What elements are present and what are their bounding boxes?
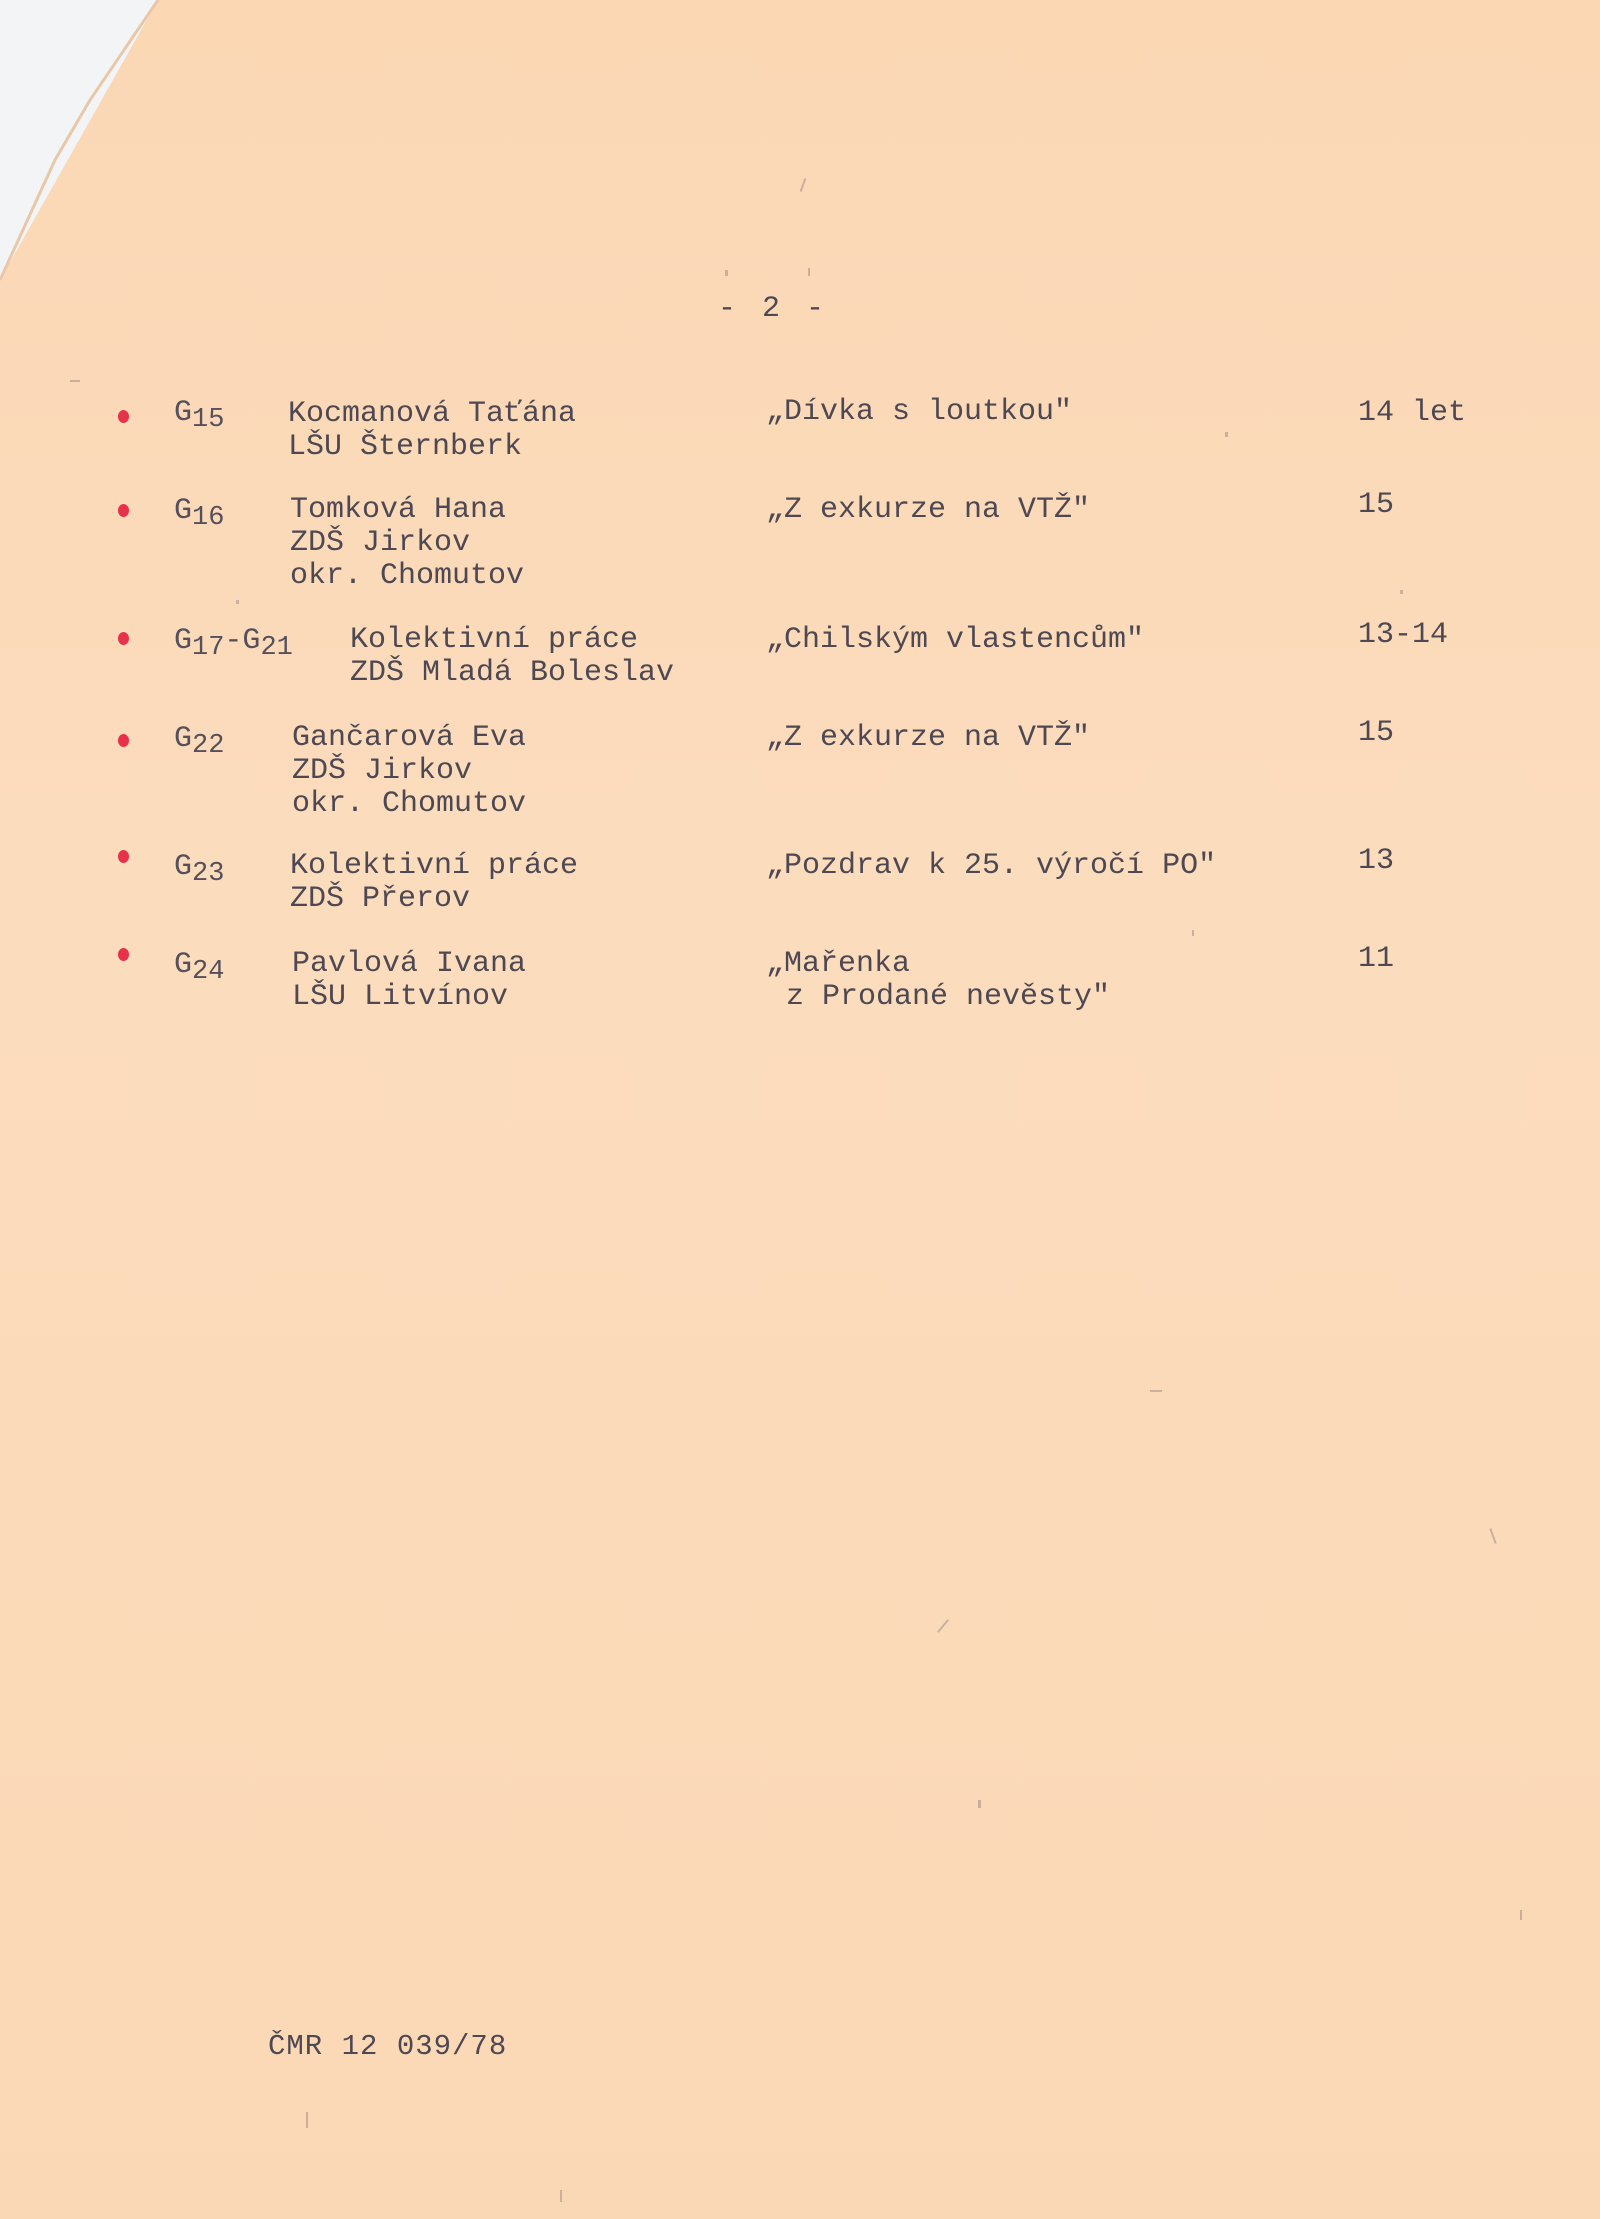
paper-speck <box>937 1619 949 1633</box>
paper-speck <box>808 268 810 276</box>
red-dot-mark <box>118 734 129 747</box>
author-school: ZDŠ Jirkov <box>290 526 471 560</box>
author-school: LŠU Litvínov <box>292 980 509 1014</box>
entry-code <box>174 850 225 889</box>
code-subscript: 17 <box>192 633 225 663</box>
red-dot-mark <box>118 850 129 863</box>
author-age: 13-14 <box>1358 618 1449 652</box>
paper-speck <box>1489 1528 1496 1544</box>
author-age: 13 <box>1358 844 1395 878</box>
entry-code <box>174 624 293 663</box>
code-prefix: G <box>174 722 193 756</box>
author-district: okr. Chomutov <box>290 559 525 593</box>
paper-speck <box>725 270 728 276</box>
title-line: „Dívka s loutkou" <box>766 395 1073 429</box>
paper-speck <box>978 1800 981 1808</box>
document-reference: ČMR 12 039/78 <box>268 2030 508 2063</box>
author-age: 15 <box>1358 488 1395 522</box>
paper-speck <box>560 2190 562 2202</box>
page-number: - 2 - <box>718 292 829 326</box>
paper-speck <box>1150 1390 1162 1392</box>
paper-speck <box>306 2112 308 2128</box>
author-name: Kocmanová Taťána <box>288 397 577 431</box>
author-school: ZDŠ Přerov <box>290 882 471 916</box>
author-name: Tomková Hana <box>290 493 507 527</box>
entry-row <box>0 942 1600 1058</box>
paper-speck <box>70 380 80 382</box>
title-line: „Pozdrav k 25. výročí PO" <box>766 849 1217 883</box>
author-district: okr. Chomutov <box>292 787 527 821</box>
work-title <box>766 948 1110 1014</box>
code-prefix: G <box>174 396 193 430</box>
code-subscript: 15 <box>192 405 225 435</box>
paper-speck <box>1225 432 1228 437</box>
red-dot-mark <box>118 948 129 961</box>
author-block <box>350 624 674 690</box>
code-range-separator: -G <box>224 624 261 658</box>
author-block <box>292 948 526 1014</box>
author-name: Gančarová Eva <box>292 721 527 755</box>
paper-speck <box>1520 1910 1522 1920</box>
code-subscript: 23 <box>192 859 225 889</box>
author-age: 11 <box>1358 942 1395 976</box>
entry-row <box>0 716 1600 832</box>
author-block <box>288 398 576 464</box>
work-title <box>766 722 1090 755</box>
author-block <box>290 850 578 916</box>
author-school: LŠU Šternberk <box>288 430 523 464</box>
title-line: „Mařenka <box>766 947 911 981</box>
red-dot-mark <box>118 632 129 645</box>
code-subscript-end: 21 <box>260 633 293 663</box>
code-subscript: 24 <box>192 957 225 987</box>
author-name: Kolektivní práce <box>350 623 639 657</box>
author-school: ZDŠ Mladá Boleslav <box>350 656 675 690</box>
paper-speck <box>236 600 239 604</box>
author-block <box>292 722 526 821</box>
work-title <box>766 396 1072 429</box>
code-subscript: 16 <box>192 503 225 533</box>
author-age: 15 <box>1358 716 1395 750</box>
code-prefix: G <box>174 850 193 884</box>
title-line: „Z exkurze na VTŽ" <box>766 721 1091 755</box>
title-line: „Z exkurze na VTŽ" <box>766 493 1091 527</box>
code-subscript: 22 <box>192 731 225 761</box>
paper-speck <box>800 178 807 192</box>
entry-code <box>174 948 225 987</box>
red-dot-mark <box>118 410 129 423</box>
author-name: Kolektivní práce <box>290 849 579 883</box>
entry-code <box>174 396 225 435</box>
title-line: z Prodané nevěsty" <box>786 980 1111 1014</box>
work-title <box>766 850 1216 883</box>
author-name: Pavlová Ivana <box>292 947 527 981</box>
entry-code <box>174 722 225 761</box>
entry-row <box>0 488 1600 604</box>
author-age: 14 let <box>1358 396 1467 430</box>
title-line: „Chilským vlastencům" <box>766 623 1145 657</box>
author-school: ZDŠ Jirkov <box>292 754 473 788</box>
work-title <box>766 494 1090 527</box>
paper-speck <box>1400 590 1403 594</box>
author-block <box>290 494 524 593</box>
work-title <box>766 624 1144 657</box>
red-dot-mark <box>118 504 129 517</box>
code-prefix: G <box>174 948 193 982</box>
code-prefix: G <box>174 624 193 658</box>
code-prefix: G <box>174 494 193 528</box>
paper-speck <box>1192 930 1194 936</box>
entry-code <box>174 494 225 533</box>
